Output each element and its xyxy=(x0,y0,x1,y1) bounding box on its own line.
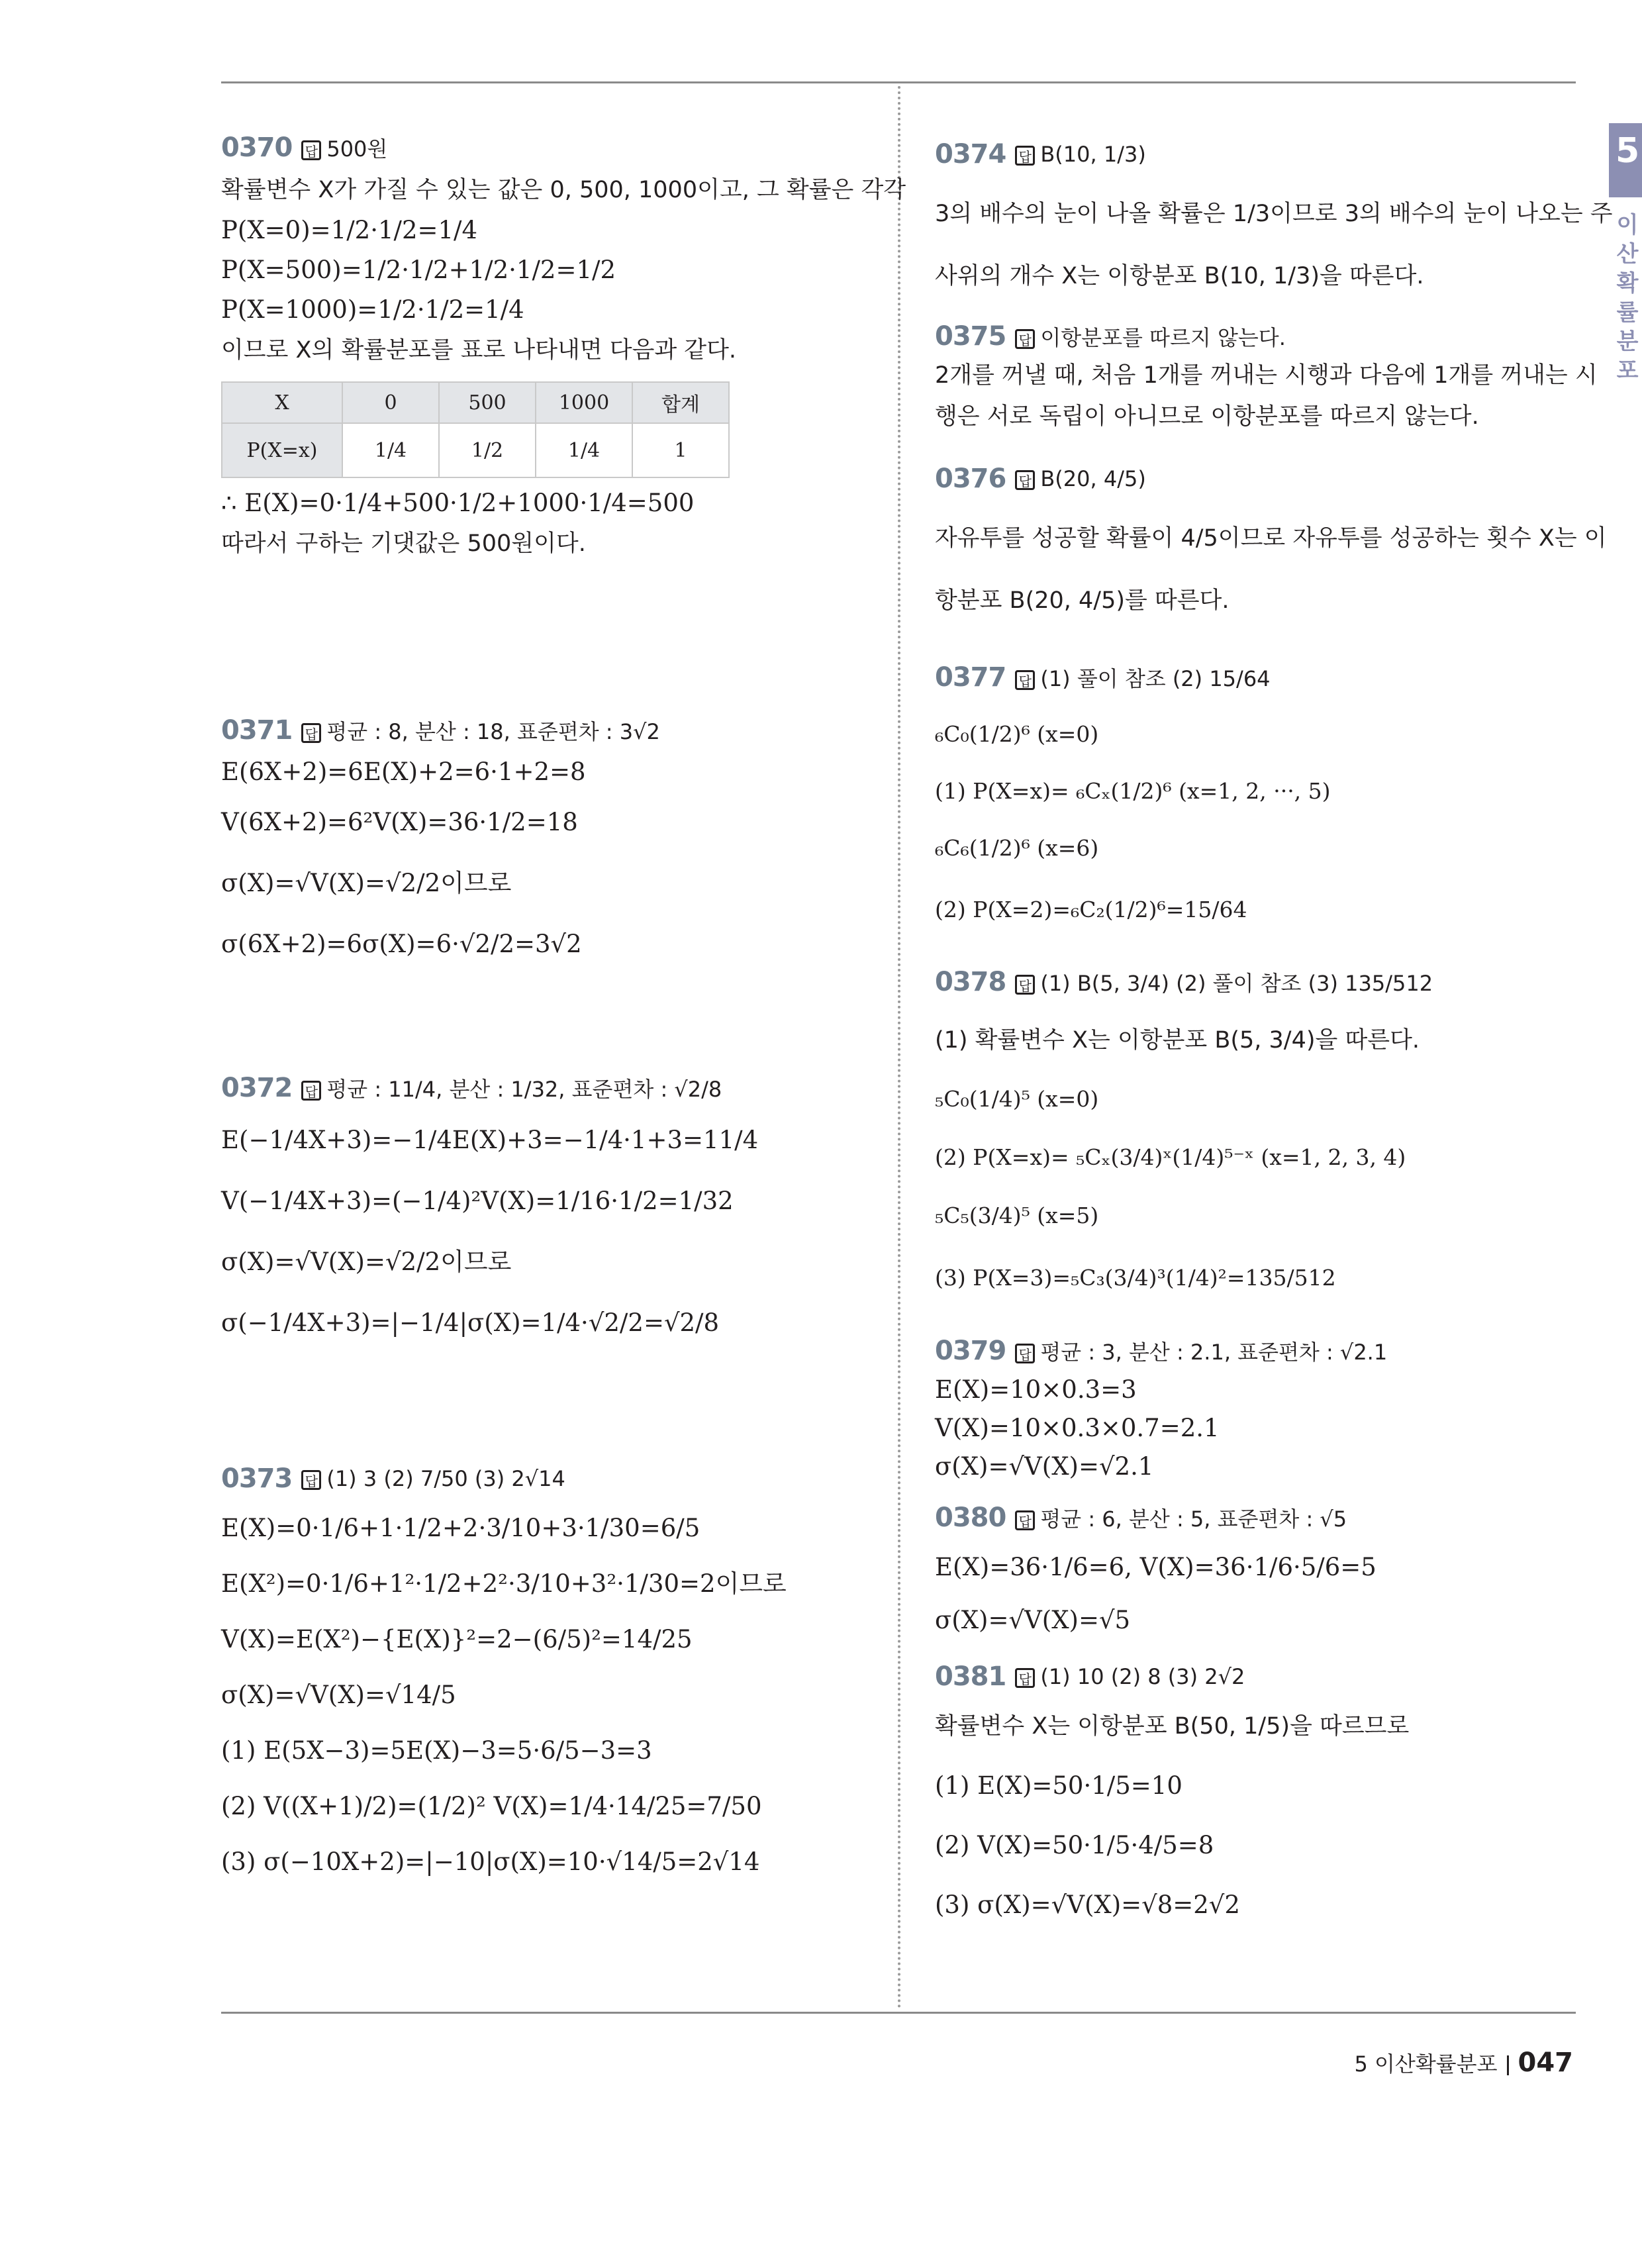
answer-icon: 답 xyxy=(1015,146,1035,166)
answer-icon: 답 xyxy=(1015,1344,1035,1363)
solution-line: V(6X+2)=6²V(X)=36·1/2=18 xyxy=(221,808,578,836)
solution-line: σ(X)=√V(X)=√2.1 xyxy=(935,1452,1154,1481)
answer-text: B(10, 1/3) xyxy=(1040,142,1146,167)
problem-number: 0378 xyxy=(935,967,1006,997)
problem-number: 0371 xyxy=(221,715,293,746)
table-header-cell: 0 xyxy=(342,382,439,423)
page-number: 047 xyxy=(1518,2047,1573,2078)
solution-line: ₅C₅(3/4)⁵ (x=5) xyxy=(935,1203,1099,1228)
solution-line: (1) P(X=x)= ₆Cₓ(1/2)⁶ (x=1, 2, ···, 5) xyxy=(935,778,1331,804)
answer-text: (1) 3 (2) 7/50 (3) 2√14 xyxy=(326,1466,565,1491)
solution-line: E(X)=0·1/6+1·1/2+2·3/10+3·1/30=6/5 xyxy=(221,1514,700,1542)
problem-0380 xyxy=(935,1498,1576,1657)
solution-line: E(X²)=0·1/6+1²·1/2+2²·3/10+3²·1/30=2이므로 xyxy=(221,1569,787,1598)
solution-line: P(X=500)=1/2·1/2+1/2·1/2=1/2 xyxy=(221,256,616,284)
answer-icon: 답 xyxy=(1015,670,1035,690)
problem-number: 0379 xyxy=(935,1336,1006,1366)
solution-line: 이므로 X의 확률분포를 표로 나타내면 다음과 같다. xyxy=(221,337,737,364)
top-rule xyxy=(221,81,1576,83)
answer-text: B(20, 4/5) xyxy=(1040,466,1146,491)
answer-icon: 답 xyxy=(1015,975,1035,995)
solution-line: (3) σ(−10X+2)=|−10|σ(X)=10·√14/5=2√14 xyxy=(221,1848,760,1876)
problem-0379 xyxy=(935,1331,1576,1498)
solution-line: σ(X)=√V(X)=√2/2이므로 xyxy=(221,1248,512,1276)
solution-line: 사위의 개수 X는 이항분포 B(10, 1/3)을 따른다. xyxy=(935,263,1424,289)
answer-text: (1) 풀이 참조 (2) 15/64 xyxy=(1040,666,1271,691)
solution-line: 항분포 B(20, 4/5)를 따른다. xyxy=(935,587,1230,614)
solution-line: (3) σ(X)=√V(X)=√8=2√2 xyxy=(935,1891,1240,1919)
solution-line: ∴ E(X)=0·1/4+500·1/2+1000·1/4=500 xyxy=(221,489,695,517)
problem-0381 xyxy=(935,1657,1576,1935)
solution-line: (1) E(X)=50·1/5=10 xyxy=(935,1771,1183,1800)
right-column xyxy=(935,126,1613,1935)
problem-0373 xyxy=(221,1457,877,1890)
table-header-cell: 500 xyxy=(439,382,536,423)
answer-icon: 답 xyxy=(1015,470,1035,490)
solution-line: ₆C₆(1/2)⁶ (x=6) xyxy=(935,835,1099,861)
solution-line: E(X)=10×0.3=3 xyxy=(935,1375,1137,1404)
solution-line: ₅C₀(1/4)⁵ (x=0) xyxy=(935,1086,1099,1112)
solution-line: P(X=0)=1/2·1/2=1/4 xyxy=(221,216,478,244)
distribution-table xyxy=(221,381,730,478)
footer-chapter: 5 이산확률분포 xyxy=(1354,2051,1498,2077)
solution-line: P(X=1000)=1/2·1/2=1/4 xyxy=(221,295,524,324)
answer-icon: 답 xyxy=(301,140,321,160)
column-divider xyxy=(898,86,900,2010)
solution-line: (1) E(5X−3)=5E(X)−3=5·6/5−3=3 xyxy=(221,1736,652,1765)
solution-line: 행은 서로 독립이 아니므로 이항분포를 따르지 않는다. xyxy=(935,403,1479,430)
table-cell: P(X=x) xyxy=(222,423,342,477)
problem-number: 0370 xyxy=(221,132,293,163)
answer-text: (1) B(5, 3/4) (2) 풀이 참조 (3) 135/512 xyxy=(1040,971,1433,996)
problem-number: 0381 xyxy=(935,1661,1006,1692)
solution-line: σ(X)=√V(X)=√5 xyxy=(935,1606,1131,1634)
solution-line: σ(6X+2)=6σ(X)=6·√2/2=3√2 xyxy=(221,930,582,958)
solution-line: (3) P(X=3)=₅C₃(3/4)³(1/4)²=135/512 xyxy=(935,1265,1336,1291)
answer-icon: 답 xyxy=(1015,1668,1035,1688)
problem-0371 xyxy=(221,709,877,1066)
answer-icon: 답 xyxy=(1015,329,1035,349)
table-cell: 1/4 xyxy=(536,423,632,477)
solution-line: 3의 배수의 눈이 나올 확률은 1/3이므로 3의 배수의 눈이 나오는 주 xyxy=(935,201,1613,227)
solution-line: σ(X)=√V(X)=√2/2이므로 xyxy=(221,869,512,897)
solution-line: E(X)=36·1/6=6, V(X)=36·1/6·5/6=5 xyxy=(935,1553,1376,1581)
problem-number: 0373 xyxy=(221,1463,293,1494)
solution-line: E(−1/4X+3)=−1/4E(X)+3=−1/4·1+3=11/4 xyxy=(221,1126,759,1154)
table-header-cell: X xyxy=(222,382,342,423)
answer-text: 평균 : 11/4, 분산 : 1/32, 표준편차 : √2/8 xyxy=(326,1077,722,1102)
page-footer xyxy=(1354,2047,1573,2078)
problem-number: 0377 xyxy=(935,662,1006,693)
answer-icon: 답 xyxy=(301,723,321,743)
table-cell: 1 xyxy=(632,423,729,477)
bottom-rule xyxy=(221,2012,1576,2014)
problem-number: 0380 xyxy=(935,1503,1006,1533)
problem-number: 0375 xyxy=(935,321,1006,352)
answer-icon: 답 xyxy=(1015,1510,1035,1530)
solution-line: (2) V(X)=50·1/5·4/5=8 xyxy=(935,1831,1214,1859)
chapter-tab-title: 이산확률분포 xyxy=(1616,212,1639,384)
problem-0370 xyxy=(221,126,906,709)
problem-0377 xyxy=(935,649,1576,954)
solution-line: 2개를 꺼낼 때, 처음 1개를 꺼내는 시행과 다음에 1개를 꺼내는 시 xyxy=(935,362,1598,389)
solution-line: 자유투를 성공할 확률이 4/5이므로 자유투를 성공하는 횟수 X는 이 xyxy=(935,525,1607,552)
answer-text: 500원 xyxy=(326,136,388,162)
answer-text: 평균 : 3, 분산 : 2.1, 표준편차 : √2.1 xyxy=(1040,1340,1388,1365)
left-column xyxy=(221,126,906,1890)
chapter-tab-number: 5 xyxy=(1616,131,1640,171)
answer-text: 이항분포를 따르지 않는다. xyxy=(1040,325,1286,350)
table-cell: 1/2 xyxy=(439,423,536,477)
table-header-cell: 합계 xyxy=(632,382,729,423)
solution-line: 따라서 구하는 기댓값은 500원이다. xyxy=(221,530,586,557)
solution-line: V(X)=10×0.3×0.7=2.1 xyxy=(935,1414,1220,1442)
solution-line: 확률변수 X는 이항분포 B(50, 1/5)을 따르므로 xyxy=(935,1713,1410,1740)
table-header-cell: 1000 xyxy=(536,382,632,423)
solution-line: (1) 확률변수 X는 이항분포 B(5, 3/4)을 따른다. xyxy=(935,1027,1420,1054)
solution-line: (2) V((X+1)/2)=(1/2)² V(X)=1/4·14/25=7/50 xyxy=(221,1792,762,1820)
problem-0374 xyxy=(935,126,1613,318)
solution-line: (2) P(X=x)= ₅Cₓ(3/4)ˣ(1/4)⁵⁻ˣ (x=1, 2, 3, 4) xyxy=(935,1144,1406,1170)
answer-icon: 답 xyxy=(301,1470,321,1490)
problem-number: 0372 xyxy=(221,1073,293,1103)
problem-number: 0376 xyxy=(935,464,1006,494)
problem-number: 0374 xyxy=(935,139,1006,170)
solution-line: V(−1/4X+3)=(−1/4)²V(X)=1/16·1/2=1/32 xyxy=(221,1187,734,1215)
answer-text: 평균 : 6, 분산 : 5, 표준편차 : √5 xyxy=(1040,1506,1347,1532)
answer-icon: 답 xyxy=(301,1081,321,1101)
solution-line: ₆C₀(1/2)⁶ (x=0) xyxy=(935,721,1099,747)
solution-line: E(6X+2)=6E(X)+2=6·1+2=8 xyxy=(221,758,586,786)
problem-0375 xyxy=(935,318,1598,450)
solution-line: V(X)=E(X²)−{E(X)}²=2−(6/5)²=14/25 xyxy=(221,1625,693,1653)
problem-0376 xyxy=(935,450,1607,649)
answer-text: 평균 : 8, 분산 : 18, 표준편차 : 3√2 xyxy=(326,719,660,744)
solution-line: σ(X)=√V(X)=√14/5 xyxy=(221,1681,456,1709)
solution-line: σ(−1/4X+3)=|−1/4|σ(X)=1/4·√2/2=√2/8 xyxy=(221,1308,720,1337)
table-cell: 1/4 xyxy=(342,423,439,477)
solution-line: (2) P(X=2)=₆C₂(1/2)⁶=15/64 xyxy=(935,897,1247,922)
answer-text: (1) 10 (2) 8 (3) 2√2 xyxy=(1040,1664,1245,1689)
problem-0378 xyxy=(935,954,1576,1331)
footer-separator xyxy=(1507,2055,1509,2075)
solution-line: 확률변수 X가 가질 수 있는 값은 0, 500, 1000이고, 그 확률은 각각 xyxy=(221,177,906,203)
problem-0372 xyxy=(221,1066,877,1457)
